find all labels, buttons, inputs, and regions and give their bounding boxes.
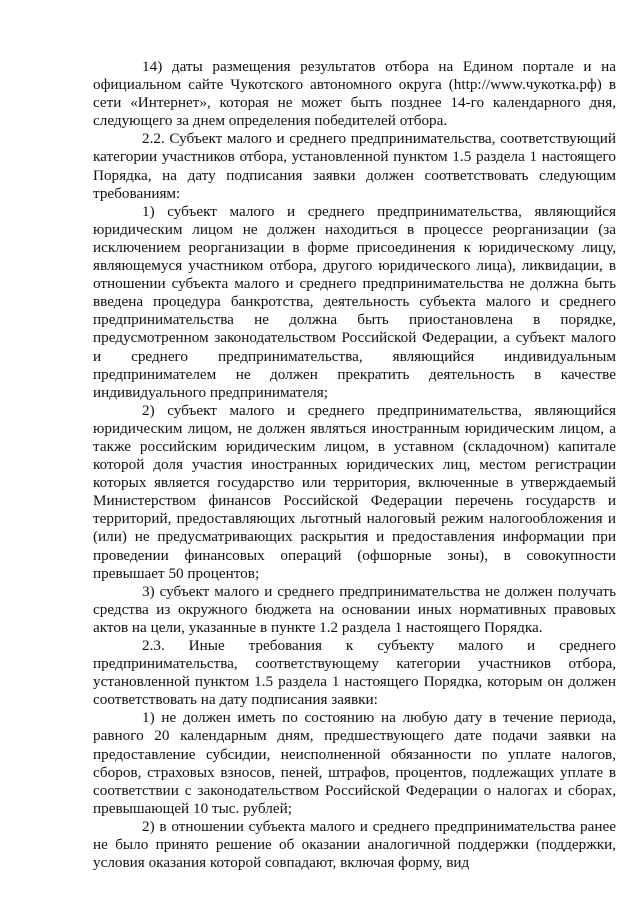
paragraph-requirement-1-reorganization: 1) субъект малого и среднего предпринимательства, являющийся юридическим лицом не должен находиться в процессе реорганизации (за исключением реорганизации в форме присоединения к юридическому лицу, являющемуся участником отбора, другого юридического лица), ликвидации, в отношении субъекта малого и среднего предпринимательства не должна быть введена процедура банкротства, деятельность субъекта малого и среднего предпринимательства не должна быть приостановлена в порядке, предусмотренном законодательством Российской Федерации, а субъект малого и среднего предпринимательства, являющийся индивидуальным предпринимателем не должен прекратить деятельность в качестве индивидуального предпринимателя; xyxy=(93,202,616,401)
paragraph-other-2-prior-support: 2) в отношении субъекта малого и среднего предпринимательства ранее не было принято решение об оказании аналогичной поддержки (поддержки, условия оказания которой совпадают, включая форму, вид xyxy=(93,817,616,872)
paragraph-2-2-requirements: 2.2. Субъект малого и среднего предпринимательства, соответствующий категории участников отбора, установленной пунктом 1.5 раздела 1 настоящего Порядка, на дату подписания заявки должен соответствовать следующим требованиям: xyxy=(93,130,616,202)
paragraph-item-14-dates: 14) даты размещения результатов отбора на Едином портале и на официальном сайте Чукотского автономного округа (http://www.чукотка.рф) в сети «Интернет», которая не может быть позднее 14-го календарного дня, следующего за днем определения победителей отбора. xyxy=(93,58,616,130)
document-page xyxy=(93,58,616,872)
paragraph-2-3-other-requirements: 2.3. Иные требования к субъекту малого и среднего предпринимательства, соответствующему категории участников отбора, установленной пунктом 1.5 раздела 1 настоящего Порядка, которым он должен соответствовать на дату подписания заявки: xyxy=(93,637,616,709)
paragraph-requirement-2-foreign-entity: 2) субъект малого и среднего предпринимательства, являющийся юридическим лицом, не должен являться иностранным юридическим лицом, а также российским юридическим лицом, в уставном (складочном) капитале которой доля участия иностранных юридических лиц, местом регистрации которых является государство или территория, включенные в утверждаемый Министерством финансов Российской Федерации перечень государств и территорий, предоставляющих льготный налоговый режим налогообложения и (или) не предусматривающих раскрытия и предоставления информации при проведении финансовых операций (офшорные зоны), в совокупности превышает 50 процентов; xyxy=(93,401,616,582)
paragraph-other-1-tax-debt: 1) не должен иметь по состоянию на любую дату в течение периода, равного 20 календарным дням, предшествующего дате подачи заявки на предоставление субсидии, неисполненной обязанности по уплате налогов, сборов, страховых взносов, пеней, штрафов, процентов, подлежащих уплате в соответствии с законодательством Российской Федерации о налогах и сборах, превышающей 10 тыс. рублей; xyxy=(93,709,616,817)
paragraph-requirement-3-budget-funds: 3) субъект малого и среднего предпринимательства не должен получать средства из окружного бюджета на основании иных нормативных правовых актов на цели, указанные в пункте 1.2 раздела 1 настоящего Порядка. xyxy=(93,582,616,636)
